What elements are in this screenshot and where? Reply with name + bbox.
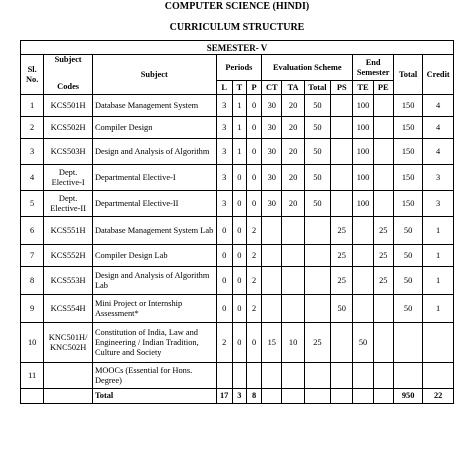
cell-pe: [373, 363, 393, 389]
cell-l: 2: [216, 323, 232, 363]
cell-etotal: [304, 267, 330, 295]
cell-t: 1: [232, 139, 246, 165]
cell-ta: 10: [282, 323, 304, 363]
cell-pe: 25: [373, 217, 393, 245]
table-row: [21, 217, 454, 245]
total-cell-empty: [262, 389, 282, 404]
cell-ta: 20: [282, 139, 304, 165]
cell-ta: 20: [282, 117, 304, 139]
cell-sl: 5: [21, 191, 44, 217]
cell-ta: [282, 245, 304, 267]
cell-ct: 30: [262, 165, 282, 191]
cell-total: 50: [393, 245, 422, 267]
header-PS: PS: [331, 81, 353, 95]
cell-t: 1: [232, 117, 246, 139]
header-credit: Credit: [423, 55, 454, 95]
cell-etotal: [304, 245, 330, 267]
cell-subject: Database Management System Lab: [92, 217, 216, 245]
cell-ct: [262, 217, 282, 245]
header-subject: Subject: [92, 55, 216, 95]
table-row: [21, 363, 454, 389]
document-title: COMPUTER SCIENCE (HINDI): [164, 1, 310, 12]
cell-te: 100: [353, 117, 373, 139]
cell-credit: 1: [423, 217, 454, 245]
cell-l: 0: [216, 245, 232, 267]
cell-p: [246, 363, 261, 389]
total-cell-empty: [21, 389, 44, 404]
cell-sl: 1: [21, 95, 44, 117]
header-P: P: [246, 81, 261, 95]
table-row: [21, 139, 454, 165]
cell-etotal: [304, 217, 330, 245]
table-row: [21, 95, 454, 117]
table-row: [21, 323, 454, 363]
cell-pe: 25: [373, 245, 393, 267]
cell-etotal: 50: [304, 117, 330, 139]
cell-subject: Compiler Design: [92, 117, 216, 139]
cell-pe: [373, 323, 393, 363]
cell-p: 2: [246, 267, 261, 295]
cell-credit: 4: [423, 117, 454, 139]
cell-l: 3: [216, 95, 232, 117]
total-cell-empty: [373, 389, 393, 404]
cell-etotal: [304, 363, 330, 389]
cell-ct: 15: [262, 323, 282, 363]
cell-code: KCS552H: [44, 245, 93, 267]
cell-subject: Constitution of India, Law and Engineering / Indian Tradition, Culture and Society: [92, 323, 216, 363]
cell-subject: Departmental Elective-II: [92, 191, 216, 217]
cell-pe: [373, 117, 393, 139]
cell-etotal: 50: [304, 191, 330, 217]
cell-subject: Database Management System: [92, 95, 216, 117]
cell-total: 150: [393, 165, 422, 191]
curriculum-table: [20, 40, 454, 404]
cell-ct: 30: [262, 95, 282, 117]
cell-subject: Mini Project or Internship Assessment*: [92, 295, 216, 323]
cell-ps: [331, 95, 353, 117]
header-CT: CT: [262, 81, 282, 95]
cell-ps: [331, 165, 353, 191]
cell-ps: [331, 191, 353, 217]
cell-t: 0: [232, 295, 246, 323]
cell-l: 3: [216, 191, 232, 217]
cell-credit: 1: [423, 267, 454, 295]
document-subtitle: CURRICULUM STRUCTURE: [169, 22, 305, 33]
cell-total: 50: [393, 267, 422, 295]
cell-sl: 10: [21, 323, 44, 363]
header-L: L: [216, 81, 232, 95]
total-cell-label: Total: [92, 389, 216, 404]
cell-p: 2: [246, 217, 261, 245]
cell-code: [44, 363, 93, 389]
header-PE: PE: [373, 81, 393, 95]
cell-pe: [373, 165, 393, 191]
header-subject-codes-top: Subject: [44, 55, 93, 81]
cell-credit: [423, 323, 454, 363]
cell-total: 150: [393, 139, 422, 165]
table-row: [21, 117, 454, 139]
cell-te: [353, 245, 373, 267]
table-row: [21, 191, 454, 217]
cell-credit: [423, 363, 454, 389]
total-cell-total: 950: [393, 389, 422, 404]
cell-te: 50: [353, 323, 373, 363]
cell-ct: 30: [262, 191, 282, 217]
total-row: [21, 389, 454, 404]
cell-ps: 25: [331, 245, 353, 267]
cell-sl: 8: [21, 267, 44, 295]
cell-l: 0: [216, 295, 232, 323]
cell-p: 2: [246, 295, 261, 323]
header-subject-codes-bottom: Codes: [44, 81, 93, 95]
cell-sl: 6: [21, 217, 44, 245]
cell-total: 150: [393, 95, 422, 117]
cell-ct: [262, 267, 282, 295]
total-cell-l: 17: [216, 389, 232, 404]
cell-ta: [282, 267, 304, 295]
cell-etotal: 25: [304, 323, 330, 363]
cell-subject: Design and Analysis of Algorithm Lab: [92, 267, 216, 295]
header-total: Total: [393, 55, 422, 95]
cell-code: Dept. Elective-I: [44, 165, 93, 191]
cell-subject: Departmental Elective-I: [92, 165, 216, 191]
header-periods: Periods: [216, 55, 262, 81]
cell-t: 0: [232, 267, 246, 295]
cell-sl: 9: [21, 295, 44, 323]
cell-p: 0: [246, 117, 261, 139]
cell-etotal: [304, 295, 330, 323]
cell-ps: [331, 139, 353, 165]
cell-ct: 30: [262, 117, 282, 139]
cell-total: 150: [393, 117, 422, 139]
cell-p: 0: [246, 165, 261, 191]
cell-p: 0: [246, 323, 261, 363]
total-cell-credit: 22: [423, 389, 454, 404]
header-sl-no: Sl. No.: [21, 55, 44, 95]
cell-pe: [373, 95, 393, 117]
cell-te: 100: [353, 191, 373, 217]
cell-subject: Design and Analysis of Algorithm: [92, 139, 216, 165]
cell-ct: [262, 295, 282, 323]
cell-l: [216, 363, 232, 389]
cell-sl: 7: [21, 245, 44, 267]
total-cell-empty: [353, 389, 373, 404]
cell-pe: [373, 139, 393, 165]
cell-l: 3: [216, 139, 232, 165]
cell-sl: 3: [21, 139, 44, 165]
table-row: [21, 295, 454, 323]
cell-subject: MOOCs (Essential for Hons. Degree): [92, 363, 216, 389]
header-T: T: [232, 81, 246, 95]
cell-credit: 1: [423, 295, 454, 323]
cell-ps: 50: [331, 295, 353, 323]
cell-t: 1: [232, 95, 246, 117]
cell-te: [353, 217, 373, 245]
cell-total: 50: [393, 217, 422, 245]
header-evaluation-scheme: Evaluation Scheme: [262, 55, 353, 81]
cell-te: 100: [353, 139, 373, 165]
cell-sl: 11: [21, 363, 44, 389]
cell-pe: [373, 191, 393, 217]
header-end-semester: End Semester: [353, 55, 394, 81]
cell-ct: 30: [262, 139, 282, 165]
cell-ta: [282, 217, 304, 245]
cell-ct: [262, 245, 282, 267]
cell-ps: [331, 323, 353, 363]
cell-credit: 1: [423, 245, 454, 267]
header-TA: TA: [282, 81, 304, 95]
cell-etotal: 50: [304, 139, 330, 165]
cell-code: KCS554H: [44, 295, 93, 323]
cell-te: 100: [353, 165, 373, 191]
cell-l: 3: [216, 165, 232, 191]
cell-credit: 3: [423, 191, 454, 217]
cell-ta: 20: [282, 165, 304, 191]
semester-heading: SEMESTER- V: [21, 41, 454, 55]
cell-pe: 25: [373, 267, 393, 295]
cell-total: [393, 323, 422, 363]
cell-ta: 20: [282, 95, 304, 117]
total-cell-t: 3: [232, 389, 246, 404]
cell-code: KCS551H: [44, 217, 93, 245]
cell-t: 0: [232, 323, 246, 363]
cell-total: 150: [393, 191, 422, 217]
header-eval-total: Total: [304, 81, 330, 95]
total-cell-empty: [44, 389, 93, 404]
cell-ps: [331, 117, 353, 139]
cell-ps: [331, 363, 353, 389]
cell-te: [353, 295, 373, 323]
cell-pe: [373, 295, 393, 323]
cell-p: 2: [246, 245, 261, 267]
table-row: [21, 165, 454, 191]
cell-ta: [282, 363, 304, 389]
cell-subject: Compiler Design Lab: [92, 245, 216, 267]
cell-code: KCS553H: [44, 267, 93, 295]
cell-t: 0: [232, 245, 246, 267]
cell-credit: 3: [423, 165, 454, 191]
cell-te: [353, 267, 373, 295]
cell-p: 0: [246, 139, 261, 165]
cell-code: Dept. Elective-II: [44, 191, 93, 217]
cell-credit: 4: [423, 139, 454, 165]
table-row: [21, 267, 454, 295]
cell-etotal: 50: [304, 165, 330, 191]
cell-ps: 25: [331, 267, 353, 295]
cell-sl: 2: [21, 117, 44, 139]
cell-p: 0: [246, 191, 261, 217]
total-cell-p: 8: [246, 389, 261, 404]
cell-total: 50: [393, 295, 422, 323]
cell-total: [393, 363, 422, 389]
cell-etotal: 50: [304, 95, 330, 117]
cell-credit: 4: [423, 95, 454, 117]
total-cell-empty: [304, 389, 330, 404]
cell-ct: [262, 363, 282, 389]
cell-t: 0: [232, 165, 246, 191]
total-cell-empty: [331, 389, 353, 404]
cell-l: 0: [216, 267, 232, 295]
cell-te: 100: [353, 95, 373, 117]
cell-code: KNC501H/ KNC502H: [44, 323, 93, 363]
cell-code: KCS503H: [44, 139, 93, 165]
table-row: [21, 245, 454, 267]
cell-l: 3: [216, 117, 232, 139]
cell-t: 0: [232, 217, 246, 245]
header-TE: TE: [353, 81, 373, 95]
cell-code: KCS502H: [44, 117, 93, 139]
cell-sl: 4: [21, 165, 44, 191]
cell-ta: [282, 295, 304, 323]
cell-ps: 25: [331, 217, 353, 245]
cell-t: [232, 363, 246, 389]
cell-code: KCS501H: [44, 95, 93, 117]
total-cell-empty: [282, 389, 304, 404]
cell-l: 0: [216, 217, 232, 245]
cell-ta: 20: [282, 191, 304, 217]
cell-te: [353, 363, 373, 389]
cell-t: 0: [232, 191, 246, 217]
cell-p: 0: [246, 95, 261, 117]
